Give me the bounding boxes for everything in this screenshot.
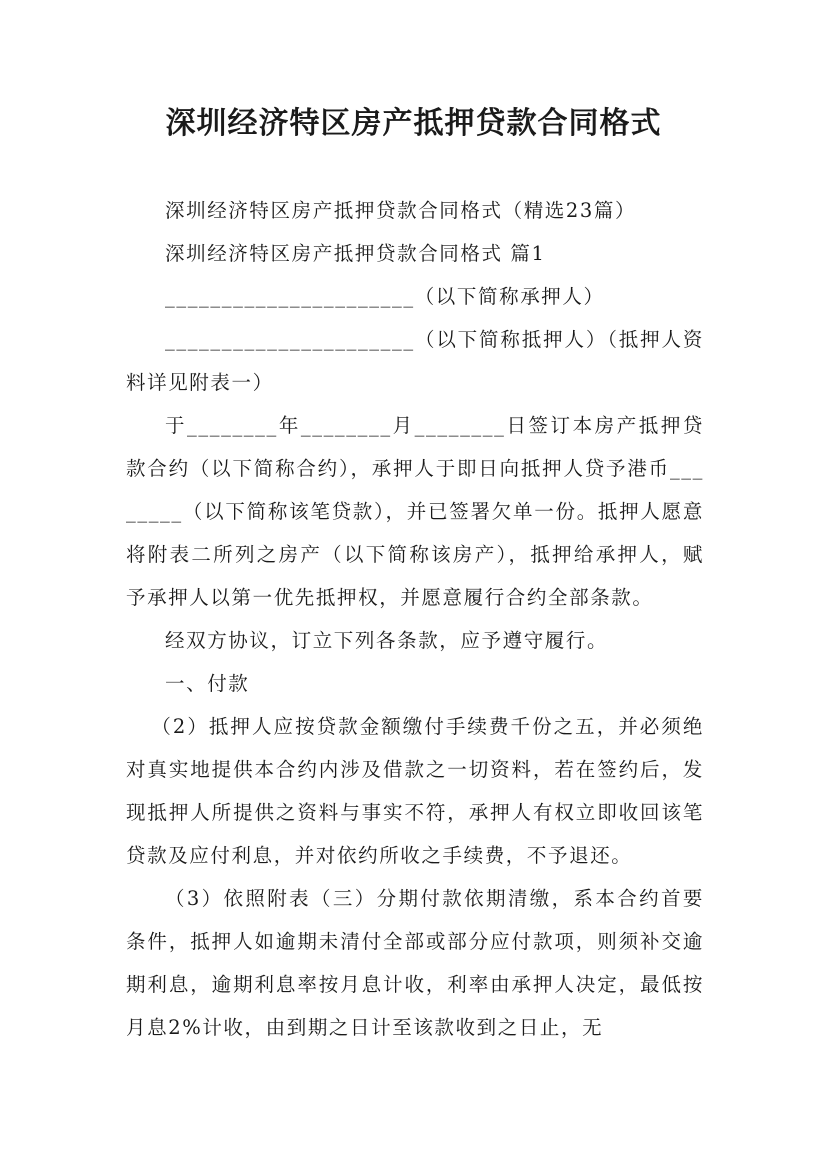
paragraph-mortgagee-line: ______________________（以下简称承押人） (165, 285, 605, 308)
paragraph-agreement-intro: 经双方协议，订立下列各条款，应予遵守履行。 (165, 629, 609, 652)
paragraph-clause-heading: 一、付款 (165, 672, 250, 695)
paragraph-clause-3: （3）依照附表（三）分期付款依期清缴，系本合约首要条件，抵押人如逾期未清付全部或部分应付款项，则须补交逾期利息，逾期利息率按月息计收，利率由承押人决定，最低按月息2%计收，由到期之日计至该款收到之日止，无 (126, 887, 704, 1039)
paragraph-mortgagor-line: ______________________（以下简称抵押人）（抵押人资料详见附表一） (126, 328, 704, 394)
paragraph-clause-2: （2）抵押人应按贷款金额缴付手续费千份之五，并必须绝对真实地提供本合约内涉及借款之一切资料，若在签约后，发现抵押人所提供之资料与事实不符，承押人有权立即收回该笔贷款及应付利息，并对依约所收之手续费，不予退还。 (126, 715, 704, 867)
paragraph-signing-terms: 于________年________月________日签订本房产抵押贷款合约（以下简称合约），承押人于即日向抵押人贷予港币________（以下简称该笔贷款），并已签署欠单一份。抵押人愿意将附表二所列之房产（以下简称该房产），抵押给承押人，赋予承押人以第一优先抵押权，并愿意履行合约全部条款。 (126, 414, 704, 609)
paragraph-subtitle: 深圳经济特区房产抵押贷款合同格式（精选23篇） (165, 199, 637, 222)
document-body (126, 189, 704, 1049)
paragraph-section-heading: 深圳经济特区房产抵押贷款合同格式 篇1 (165, 242, 546, 265)
document-title: 深圳经济特区房产抵押贷款合同格式 (165, 106, 662, 141)
